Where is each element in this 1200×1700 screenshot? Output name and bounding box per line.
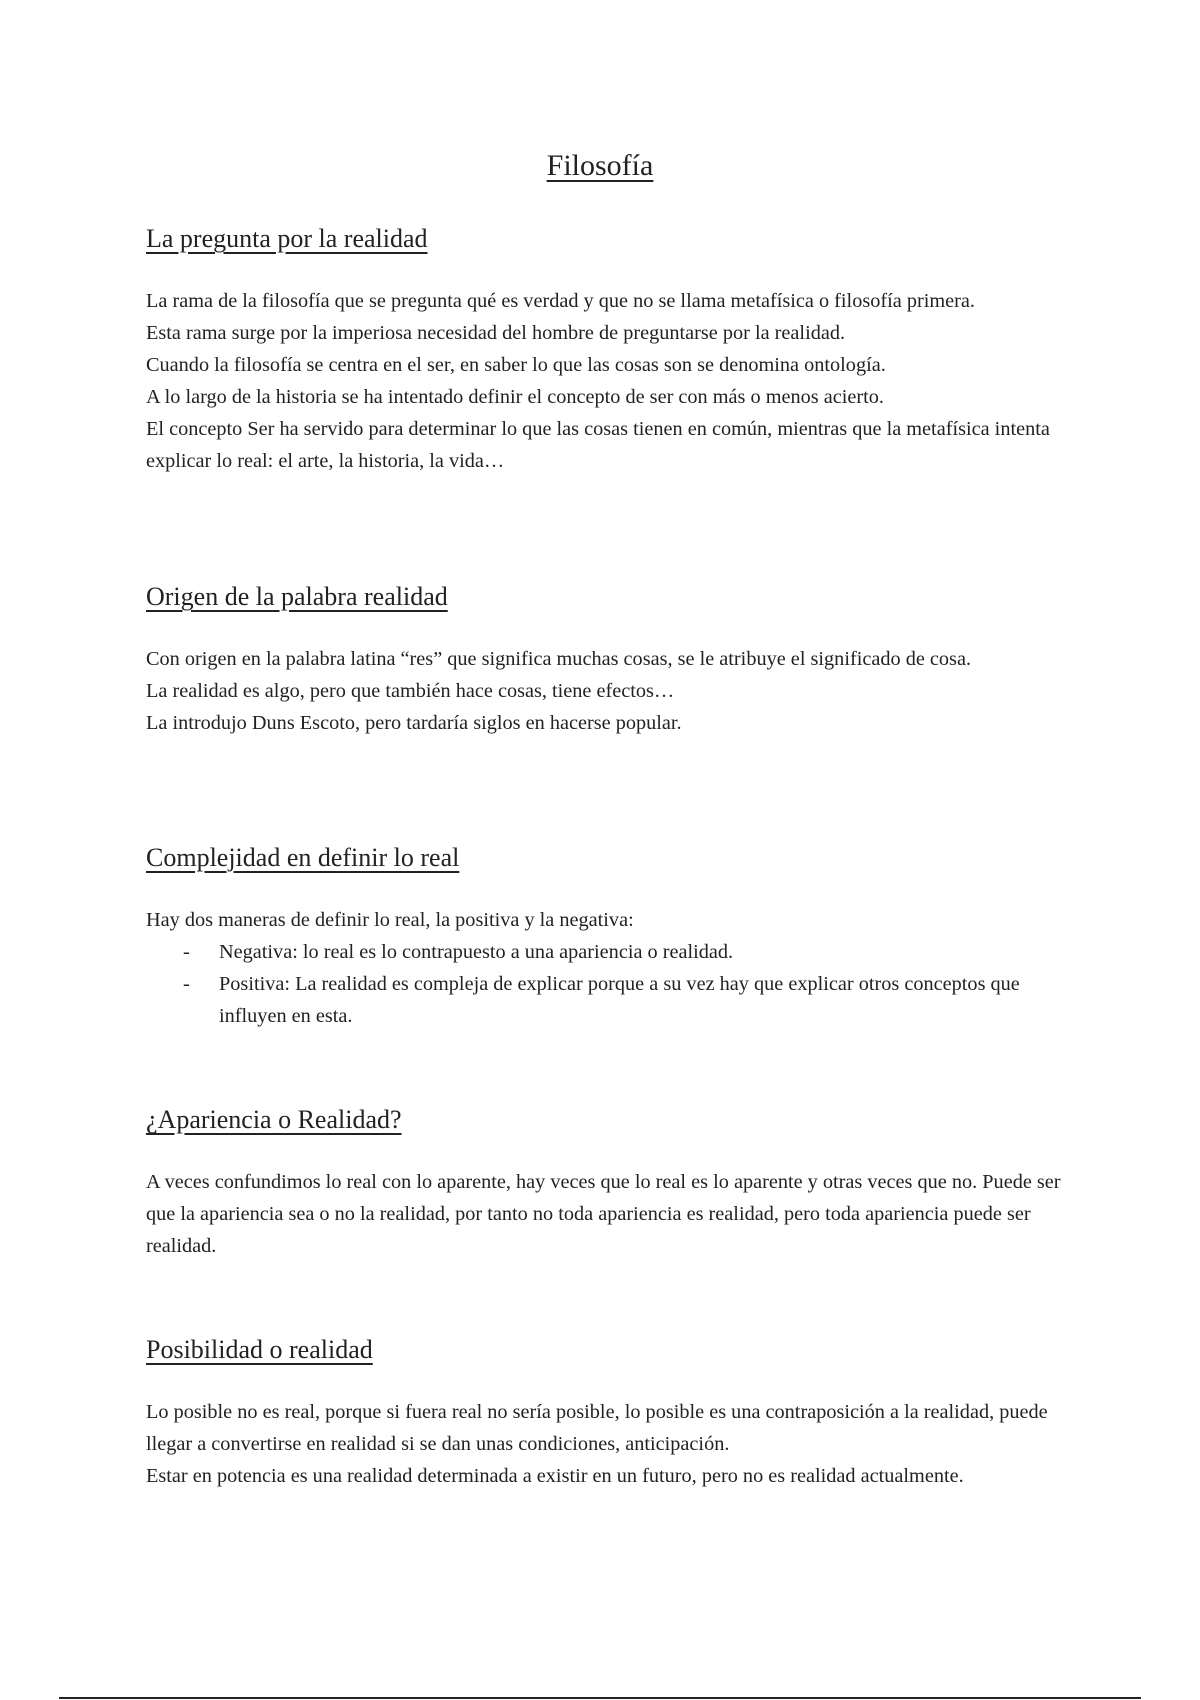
list-item (146, 936, 1066, 968)
paragraph: La rama de la filosofía que se pregunta qué es verdad y que no se llama metafísica o filosofía primera. (146, 290, 975, 312)
document-title: Filosofía (546, 149, 654, 182)
section-heading: Posibilidad o realidad (146, 1335, 373, 1364)
paragraph: Lo posible no es real, porque si fuera real no sería posible, lo posible es una contraposición a la realidad, puede llegar a convertirse en realidad si se dan unas condiciones, anticipación. (146, 1401, 1048, 1455)
paragraph: Cuando la filosofía se centra en el ser, en saber lo que las cosas son se denomina ontología. (146, 354, 886, 376)
section-pregunta-realidad (146, 222, 1066, 477)
list-item-text: Positiva: La realidad es compleja de explicar porque a su vez hay que explicar otros conceptos que influyen en esta. (219, 973, 1020, 1027)
section-heading: Complejidad en definir lo real (146, 843, 460, 872)
paragraph: Hay dos maneras de definir lo real, la positiva y la negativa: (146, 909, 634, 931)
page-bottom-rule (59, 1697, 1141, 1699)
paragraph: A lo largo de la historia se ha intentado definir el concepto de ser con más o menos acierto. (146, 386, 884, 408)
list-bullet: - (183, 941, 190, 963)
list-bullet: - (183, 973, 190, 995)
section-heading: ¿Apariencia o Realidad? (146, 1105, 402, 1134)
section-heading: Origen de la palabra realidad (146, 582, 448, 611)
paragraph: Esta rama surge por la imperiosa necesidad del hombre de preguntarse por la realidad. (146, 322, 846, 344)
section-heading: La pregunta por la realidad (146, 224, 428, 253)
paragraph: La realidad es algo, pero que también hace cosas, tiene efectos… (146, 680, 675, 702)
section-complejidad (146, 841, 1066, 1032)
section-apariencia (146, 1103, 1066, 1262)
paragraph: Con origen en la palabra latina “res” que significa muchas cosas, se le atribuye el significado de cosa. (146, 648, 972, 670)
paragraph: El concepto Ser ha servido para determinar lo que las cosas tienen en común, mientras que la metafísica intenta explicar lo real: el arte, la historia, la vida… (146, 418, 1050, 472)
paragraph: Estar en potencia es una realidad determinada a existir en un futuro, pero no es realidad actualmente. (146, 1465, 964, 1487)
section-origen-palabra (146, 580, 1066, 739)
paragraph: A veces confundimos lo real con lo aparente, hay veces que lo real es lo aparente y otras veces que no. Puede ser que la apariencia sea o no la realidad, por tanto no toda apariencia es realidad, pero toda apariencia puede ser realidad. (146, 1171, 1061, 1257)
list-item-text: Negativa: lo real es lo contrapuesto a una apariencia o realidad. (219, 941, 734, 963)
list-item (146, 968, 1066, 1032)
paragraph: La introdujo Duns Escoto, pero tardaría siglos en hacerse popular. (146, 712, 682, 734)
definition-list (146, 936, 1066, 1032)
section-posibilidad (146, 1333, 1066, 1492)
